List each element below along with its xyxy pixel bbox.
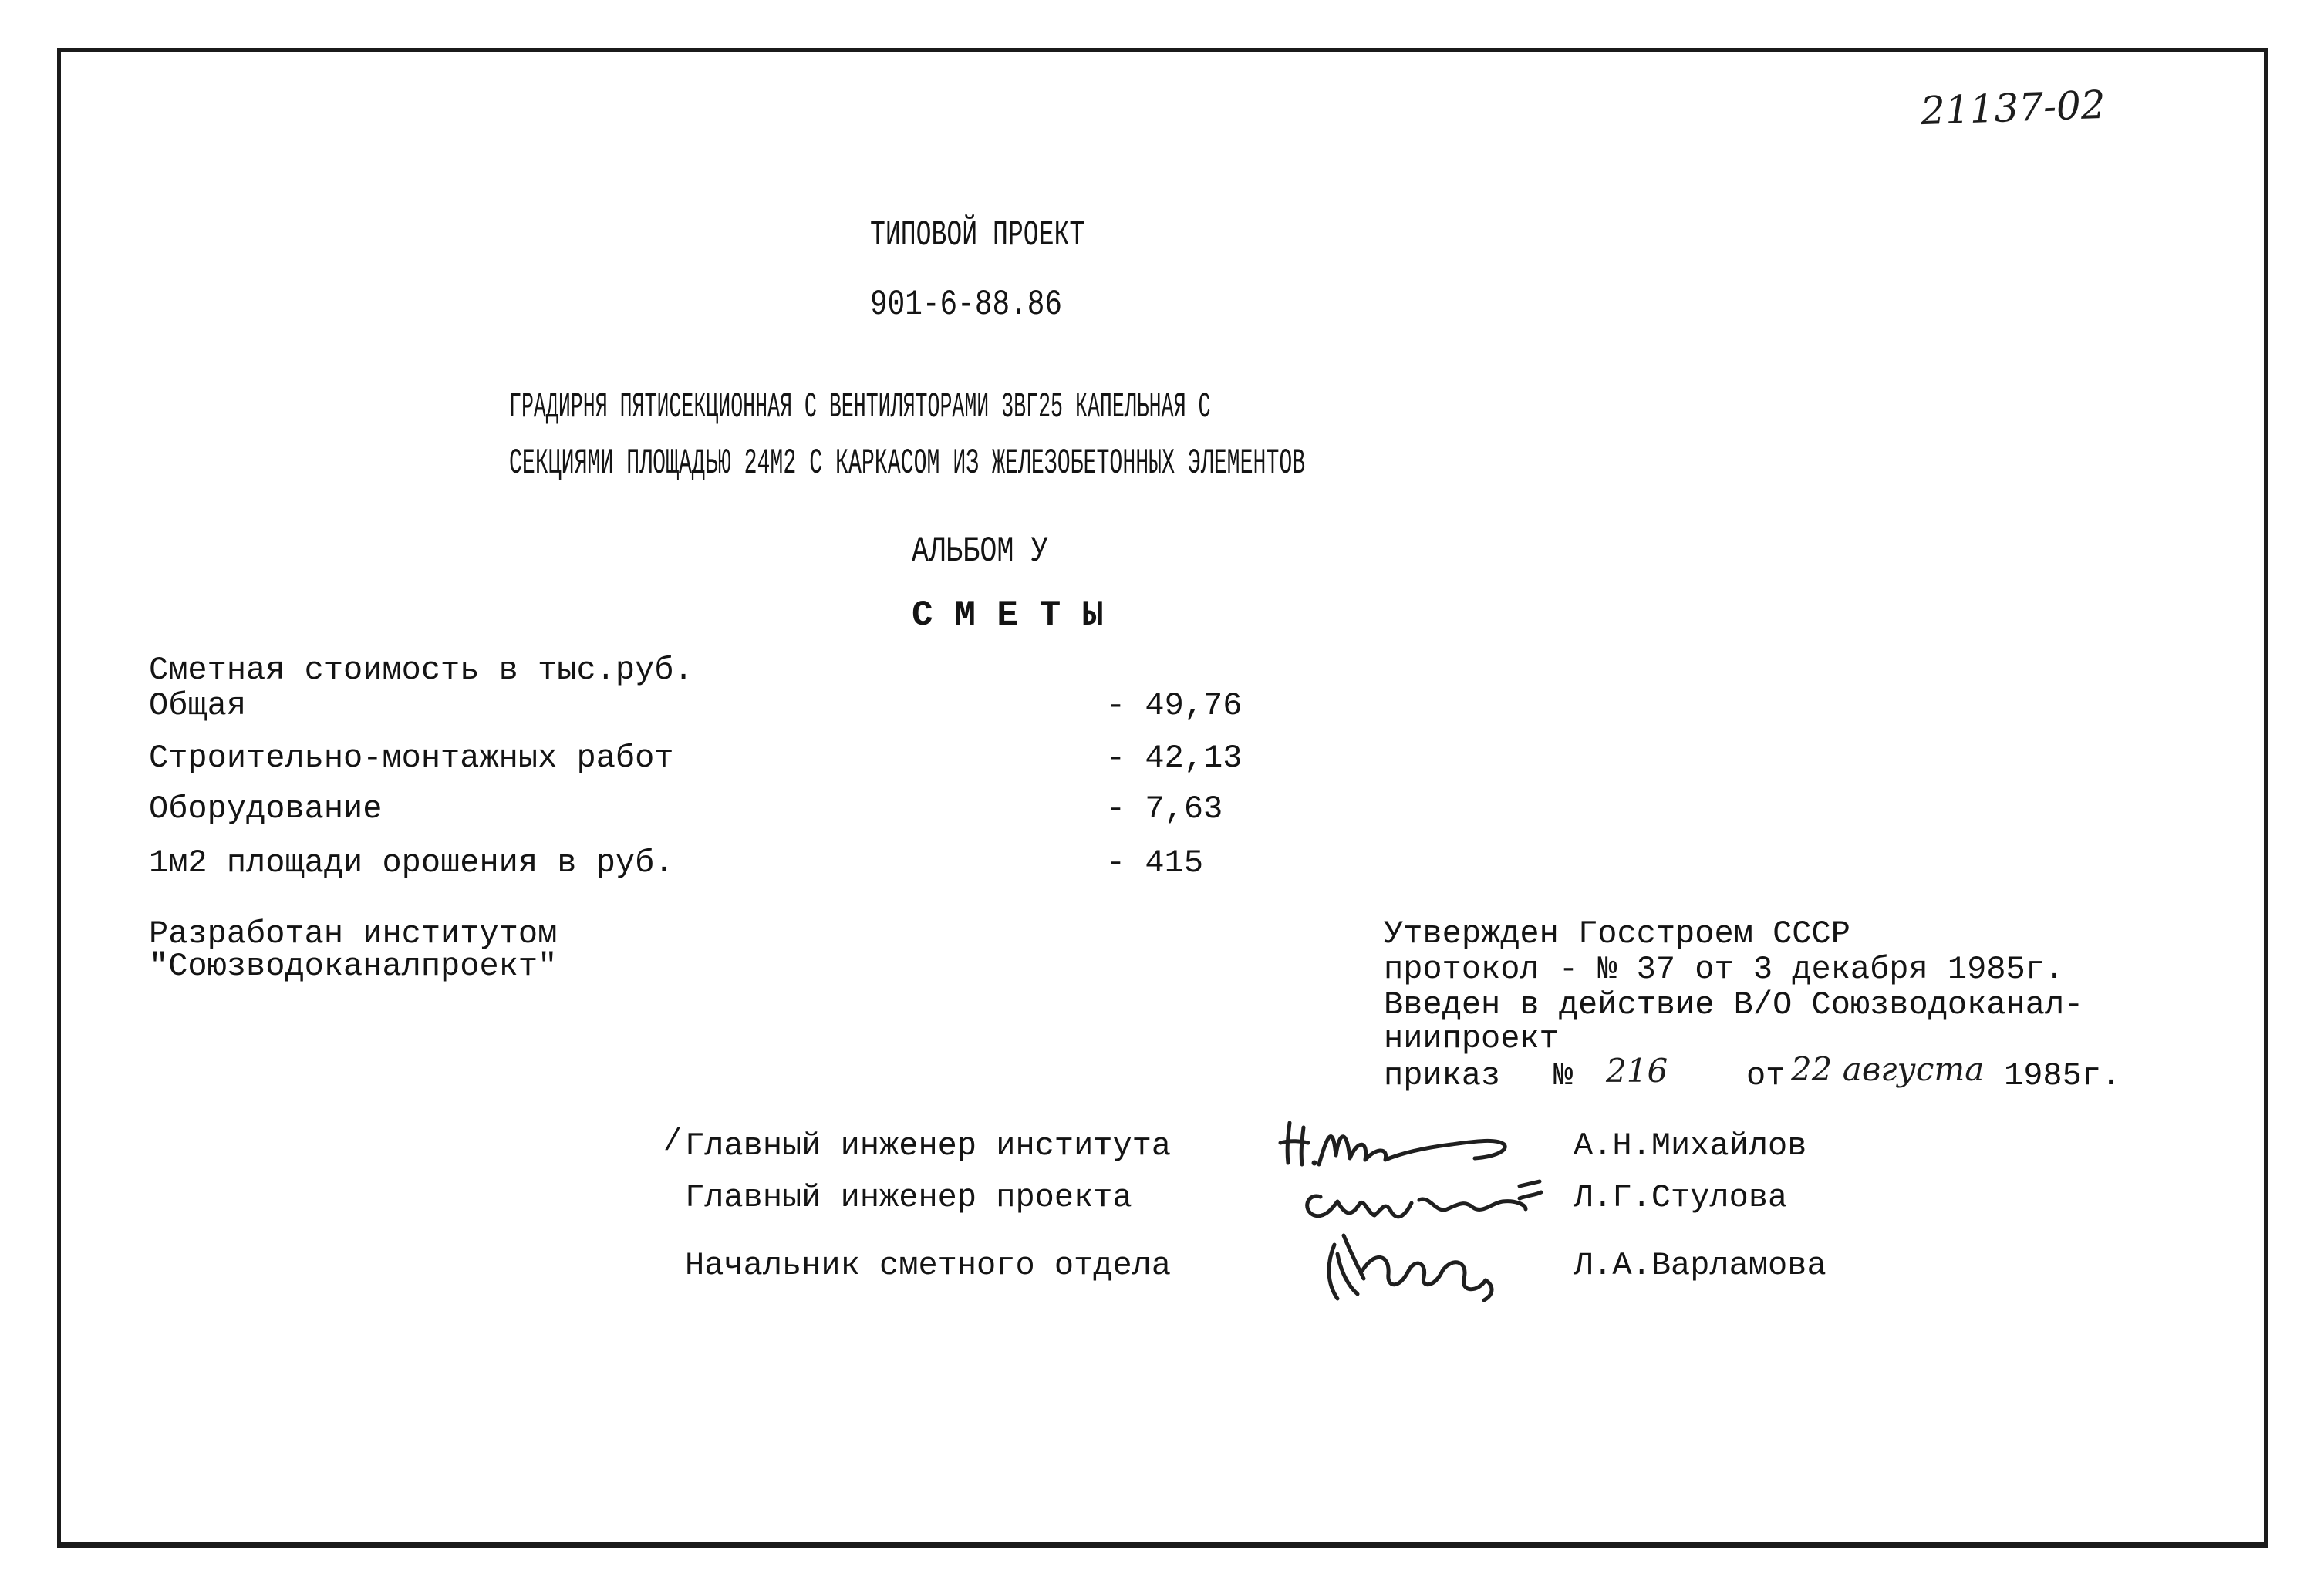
signature-position-chief-engineer-institute: Главный инженер института bbox=[685, 1127, 1172, 1164]
signature-position-head-estimate-dept: Начальник сметного отдела bbox=[685, 1247, 1172, 1284]
approval-order-number: 216 bbox=[1606, 1052, 1668, 1090]
cost-value-irrigation: - 415 bbox=[1106, 844, 1204, 881]
signature-position-chief-project-engineer: Главный инженер проекта bbox=[685, 1179, 1132, 1216]
approval-line-1: Утвержден Госстроем СССР bbox=[1384, 915, 1850, 952]
approval-order-year: 1985г. bbox=[2004, 1057, 2121, 1094]
album-label: АЛЬБОМ У bbox=[912, 531, 1048, 571]
signature-name-chief-project-engineer: Л.Г.Стулова bbox=[1574, 1179, 1788, 1216]
project-type: ТИПОВОЙ ПРОЕКТ bbox=[870, 215, 1085, 255]
approval-order-date-handwritten: 22 августа bbox=[1791, 1050, 1985, 1088]
project-number: 901-6-88.86 bbox=[870, 285, 1062, 325]
approval-order-from: от bbox=[1746, 1057, 1786, 1094]
signature-stulova-image bbox=[1294, 1169, 1549, 1231]
cost-value-total: - 49,76 bbox=[1106, 687, 1243, 724]
cost-label-construction: Строительно-монтажных работ bbox=[149, 740, 674, 777]
cost-label-total: Общая bbox=[149, 687, 247, 724]
approval-line-4: ниипроект bbox=[1384, 1020, 1559, 1057]
cost-heading: Сметная стоимость в тыс.руб. bbox=[149, 652, 693, 689]
developer-line-2: "Союзводоканалпроект" bbox=[149, 948, 558, 985]
cost-value-construction: - 42,13 bbox=[1106, 740, 1243, 777]
archive-number: 21137-02 bbox=[1920, 82, 2106, 134]
cost-value-equipment: - 7,63 bbox=[1106, 790, 1223, 827]
approval-line-3: Введен в действие В/О Союзводоканал- bbox=[1384, 986, 2084, 1023]
tick-mark: / bbox=[663, 1125, 683, 1160]
title-line-2: СЕКЦИЯМИ ПЛОЩАДЬЮ 24М2 С КАРКАСОМ ИЗ ЖЕЛЕЗОБЕТОННЫХ ЭЛЕМЕНТОВ bbox=[509, 443, 1306, 484]
signature-name-head-estimate-dept: Л.А.Варламова bbox=[1574, 1247, 1826, 1284]
cost-label-irrigation: 1м2 площади орошения в руб. bbox=[149, 844, 674, 881]
signature-varlamova-image bbox=[1304, 1223, 1520, 1316]
section-title: С М Е Т Ы bbox=[912, 595, 1104, 635]
cost-label-equipment: Оборудование bbox=[149, 790, 383, 827]
approval-order-prefix: приказ bbox=[1384, 1057, 1501, 1094]
developer-line-1: Разработан институтом bbox=[149, 915, 558, 952]
approval-order-no-sign: № bbox=[1553, 1057, 1574, 1094]
signature-mikhailov-image bbox=[1273, 1109, 1550, 1178]
signature-name-chief-engineer-institute: А.Н.Михайлов bbox=[1574, 1127, 1807, 1164]
approval-line-2: протокол - № 37 от 3 декабря 1985г. bbox=[1384, 951, 2065, 988]
title-line-1: ГРАДИРНЯ ПЯТИСЕКЦИОННАЯ С ВЕНТИЛЯТОРАМИ 3ВГ25 КАПЕЛЬНАЯ С bbox=[509, 387, 1211, 427]
